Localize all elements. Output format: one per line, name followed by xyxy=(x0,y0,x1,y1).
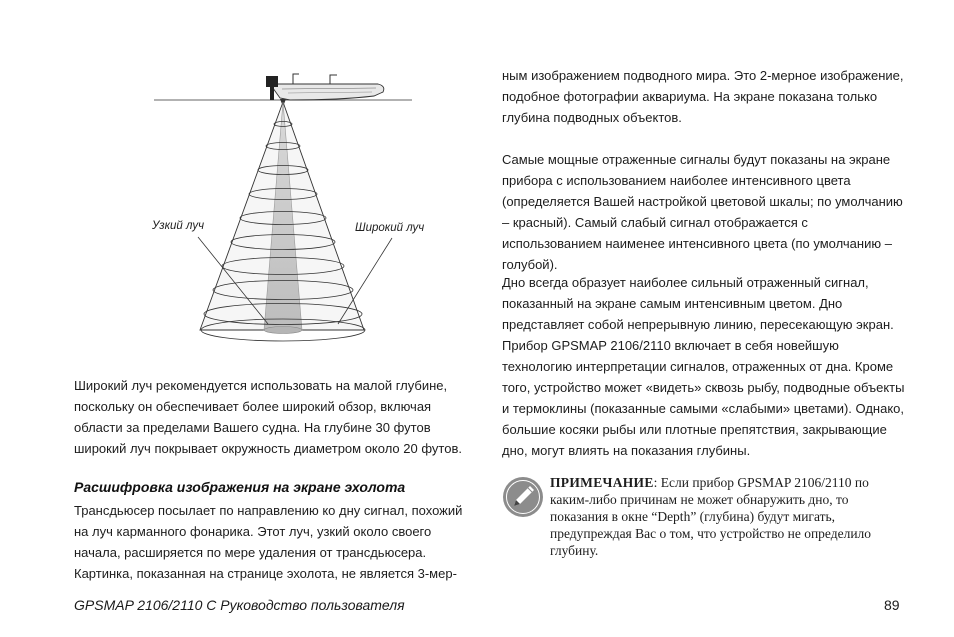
sonar-beam-diagram xyxy=(140,62,480,357)
wide-beam-paragraph: Широкий луч рекомендуется использовать на малой глубине, поскольку он обеспечивает более широкий обзор, включая области за пределами Вашего судна. На глубине 30 футов широкий луч покрывает окружность диаметром около 20 футов. xyxy=(74,378,462,456)
footer-manual-title: GPSMAP 2106/2110 C Руководство пользователя xyxy=(74,597,405,613)
section-heading: Расшифровка изображения на экране эхолота xyxy=(74,479,406,495)
wide-beam-label: Широкий луч xyxy=(355,222,425,234)
note-text xyxy=(550,474,906,559)
bottom-signal-paragraph: Дно всегда образует наиболее сильный отраженный сигнал, показанный на экране самым интенсивным цветом. Дно представляет собой непрерывную линию, пересекающую экран. Прибор GPSMAP 2106/2110 включает в себя новейшую технологию интерпретации сигналов, отраженных от дна. Кроме того, устройство может «видеть» сквозь рыбу, подводные объекты и термоклины (показанные самыми «слабыми» цветами). Однако, большие косяки рыбы или плотные препятствия, закрывающие дно, могут влиять на показания глубины. xyxy=(502,275,905,458)
outboard-motor-icon xyxy=(266,76,278,87)
note-block xyxy=(502,474,906,574)
transducer-paragraph: Трансдьюсер посылает по направлению ко дну сигнал, похожий на луч карманного фонарика. Этот луч, узкий около своего начала, расширяется по мере удаления от трансдьюсера. Картинка, показанная на странице эхолота, не является 3-мер- xyxy=(74,503,463,581)
note-pencil-icon xyxy=(502,476,544,518)
narrow-beam-label: Узкий луч xyxy=(152,220,205,232)
note-label: ПРИМЕЧАНИЕ xyxy=(550,475,654,490)
page-number: 89 xyxy=(884,597,900,613)
signal-strength-paragraph: Самые мощные отраженные сигналы будут показаны на экране прибора с использованием наиболее интенсивного цвета (определяется Вашей настройкой цветовой шкалы; по умолчанию – красный). Самый слабый сигнал отображается с использованием наименее интенсивного цвета (по умолчанию – голубой). xyxy=(502,152,903,272)
sonar-beam-figure xyxy=(140,62,480,357)
two-d-image-paragraph: ным изображением подводного мира. Это 2-мерное изображение, подобное фотографии аквариума. На экране показана только глубина подводных объектов. xyxy=(502,68,904,125)
note-body: : Если прибор GPSMAP 2106/2110 по каким-либо причинам не может обнаружить дно, то показания в окне “Depth” (глубина) будут мигать, предупреждая Вас о том, что устройство не определило глубину. xyxy=(550,475,872,558)
